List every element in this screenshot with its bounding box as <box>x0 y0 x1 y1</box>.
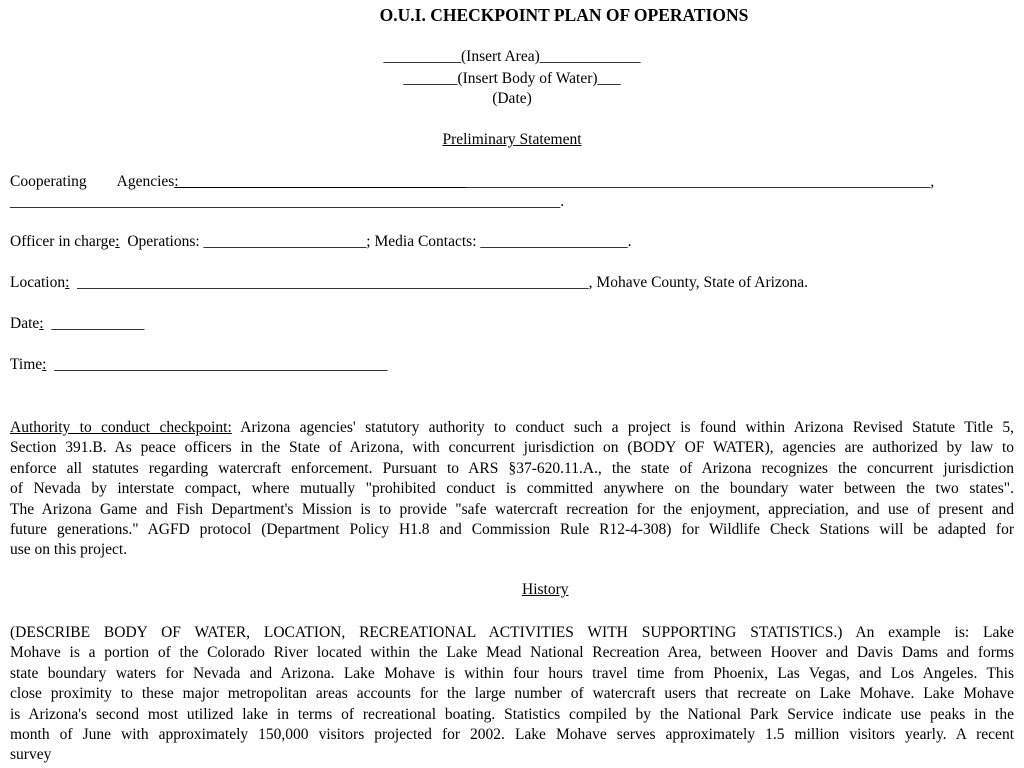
time-line <box>10 355 387 375</box>
time-label: Time <box>10 356 43 373</box>
date-line <box>10 314 144 334</box>
location-label: Location <box>10 274 66 291</box>
authority-line-7: use on this project. <box>10 541 128 559</box>
location-line <box>10 273 808 293</box>
authority-paragraph <box>10 418 1014 561</box>
history-paragraph <box>10 623 1014 766</box>
agencies-blank: ____________________________________________________________, <box>465 173 935 190</box>
authority-line-2: Section 391.B. As peace officers in the State of Arizona, with concurrent jurisdiction on (BODY OF WATER), agencies are authorized by law to <box>10 439 1014 457</box>
officer-label: Officer in charge <box>10 233 116 250</box>
officer-colon: : <box>115 233 120 250</box>
authority-text-1: Arizona agencies' statutory authority to conduct such a project is found within Arizona Revised Statute Title 5, <box>231 419 1014 436</box>
insert-body-of-water-line: _______(Insert Body of Water)___ <box>403 70 621 87</box>
history-line-3: state boundary waters for Nevada and Arizona. Lake Mohave is within four hours travel time from Phoenix, Las Vegas, and Los Angeles. This <box>10 664 1014 682</box>
authority-line-4: of Nevada by interstate compact, where mutually "prohibited conduct is committed anywhere on the boundary water between the two states". <box>10 480 1014 498</box>
agencies-blank-underlined: _____________________________________ <box>178 173 466 190</box>
authority-line-1 <box>10 418 1014 438</box>
history-line-5: is Arizona's second most utilized lake in terms of recreational boating. Statistics compiled by the National Park Service indicate use peaks in the <box>10 705 1014 723</box>
authority-label: Authority to conduct checkpoint: <box>10 419 232 436</box>
date-field: ____________ <box>43 315 145 332</box>
authority-line-6: future generations." AGFD protocol (Department Policy H1.8 and Commission Rule R12-4-308) for Wildlife Check Stations will be adapted for <box>10 521 1014 539</box>
history-line-6: month of June with approximately 150,000 visitors projected for 2002. Lake Mohave serves approximately 1.5 million visitors yearly. A recent <box>10 726 1014 744</box>
preliminary-statement-heading: Preliminary Statement <box>442 131 582 148</box>
date-colon: : <box>39 315 44 332</box>
time-colon: : <box>42 356 47 373</box>
history-line-7: survey <box>10 746 52 764</box>
cooperating-agencies-line <box>10 172 1014 192</box>
document-title: O.U.I. CHECKPOINT PLAN OF OPERATIONS <box>379 5 749 25</box>
agencies-label: Agencies <box>116 173 175 190</box>
date-placeholder-line: (Date) <box>492 90 532 107</box>
history-heading: History <box>522 581 569 598</box>
authority-line-5: The Arizona Game and Fish Department's Mission is to provide "safe watercraft recreation for the enjoyment, appreciation, and use of present and <box>10 500 1014 518</box>
location-field: __________________________________________________________________, Mohave County, State of Arizona. <box>69 274 809 291</box>
date-label: Date <box>10 315 40 332</box>
agencies-colon: : <box>174 173 179 190</box>
history-line-1: (DESCRIBE BODY OF WATER, LOCATION, RECREATIONAL ACTIVITIES WITH SUPPORTING STATISTICS.) An example is: Lake <box>10 624 1014 641</box>
insert-area-line: __________(Insert Area)_____________ <box>383 48 641 65</box>
history-line-2: Mohave is a portion of the Colorado River located within the Lake Mead National Recreation Area, between Hoover and Davis Dams and forms <box>10 644 1014 662</box>
location-colon: : <box>65 274 70 291</box>
cooperating-label: Cooperating <box>10 173 87 190</box>
time-field: ___________________________________________ <box>46 356 388 373</box>
agencies-continuation-line: _______________________________________________________________________. <box>10 193 565 210</box>
officer-in-charge-line <box>10 232 632 252</box>
history-line-4: close proximity to these major metropolitan areas accounts for the large number of watercraft users that recreate on Lake Mohave. Lake Mohave <box>10 685 1014 703</box>
officer-fields: Operations: _____________________; Media Contacts: ___________________. <box>119 233 632 250</box>
authority-line-3: enforce all statutes regarding watercraft enforcement. Pursuant to ARS §37-620.11.A., the state of Arizona recognizes the concurrent jurisdiction <box>10 459 1014 477</box>
